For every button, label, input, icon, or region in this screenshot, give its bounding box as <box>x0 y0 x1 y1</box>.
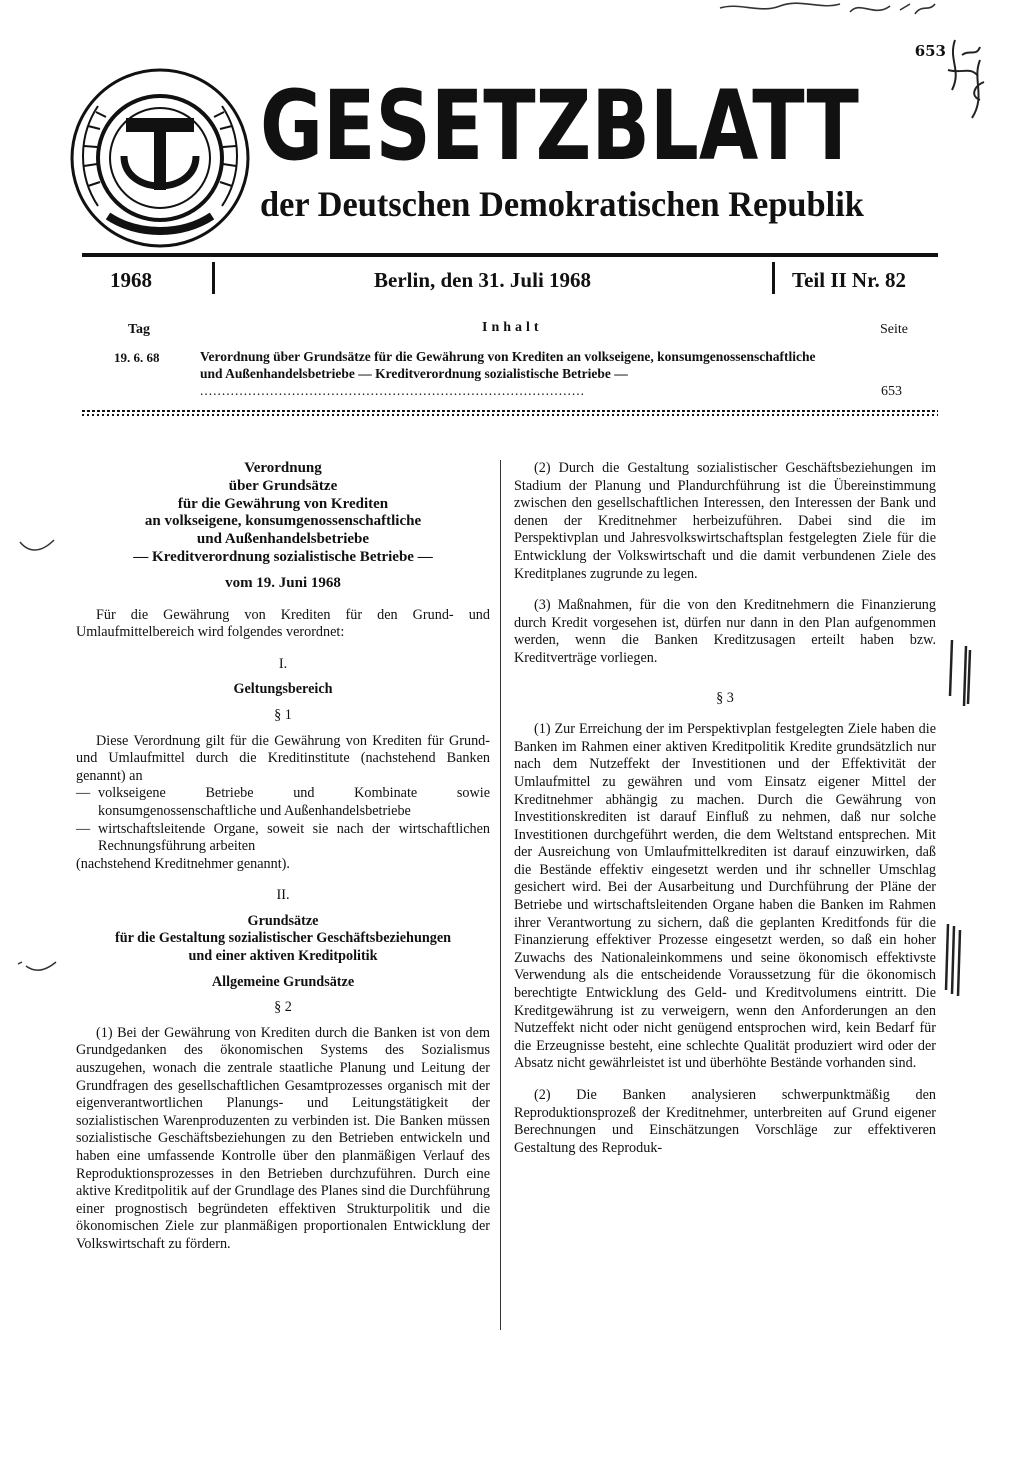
column-divider <box>500 460 501 1330</box>
header-separator <box>212 262 215 294</box>
list-item-text: wirtschaftsleitende Organe, soweit sie nach der wirtschaftlichen Rechnungsführung arbeiten <box>98 820 490 855</box>
section-title-line: Grundsätze <box>247 912 319 929</box>
list-item-text: volkseigene Betriebe und Kombinate sowie konsumgenossenschaftliche und Außenhandelsbetriebe <box>98 785 490 819</box>
masthead-title: GESETZBLATT <box>260 70 859 182</box>
section-number: I. <box>278 655 288 672</box>
list-closing: (nachstehend Kreditnehmer genannt). <box>76 855 290 872</box>
margin-check-mark <box>18 534 58 558</box>
list-dash: — <box>76 785 91 802</box>
paragraph-text: (3) Maßnahmen, für die von den Kreditnehmern die Finanzierung durch Kredit vorgesehen ist, dürfen nur dann in den Plan aufgenommen werden, wenn die Banken Kreditzusagen erteilt haben bzw. Kreditverträge vorliegen. <box>514 597 936 666</box>
right-column <box>514 460 936 1157</box>
paragraph-number: § 3 <box>716 689 734 706</box>
toc-entry <box>82 342 938 404</box>
list-dash: — <box>76 820 91 837</box>
paragraph-text: (2) Die Banken analysieren schwerpunktmäßig den Reproduktionsprozeß der Kreditnehmer, unterbreiten auf Grund eigener Berechnungen und Einschätzungen Vorschläge zur effektiveren Gestaltung des Reproduk- <box>514 1087 936 1156</box>
list-item <box>76 785 490 820</box>
subsection-title: Allgemeine Grundsätze <box>211 973 355 990</box>
section-title-line: für die Gestaltung sozialistischer Geschäftsbeziehungen <box>114 930 452 947</box>
section-number: II. <box>276 887 290 904</box>
toc-entry-title: Verordnung über Grundsätze für die Gewährung von Krediten an volkseigene, konsumgenossenschaftliche und Außenhandelsbetriebe — Kreditverordnung sozialistische Betriebe — <box>200 349 816 381</box>
decree-title-line: für die Gewährung von Krediten <box>177 495 389 512</box>
issue-year: 1968 <box>110 268 152 292</box>
margin-line-mark <box>940 920 970 1000</box>
decree-title-line: an volkseigene, konsumgenossenschaftliche <box>144 513 422 530</box>
paragraph-text: (2) Durch die Gestaltung sozialistischer Geschäftsbeziehungen im Stadium der Planung und Plandurchführung ist die Übereinstimmung zwischen den gesellschaftlichen Interessen, den Interessen der Bank und denen der Kreditnehmer herbeizuführen. Dabei sind die im Perspektivplan und Jahresvolkswirtschaftsplan festgelegten Ziele für die Entwicklung der Volkswirtschaft und die damit verbundenen Ziele des Kreditplanes zugrunde zu legen. <box>514 460 936 582</box>
paragraph-number: § 2 <box>274 999 292 1016</box>
state-emblem-icon <box>68 66 252 250</box>
header-separator <box>772 262 775 294</box>
left-column <box>76 460 490 1254</box>
list-item <box>76 821 490 856</box>
paragraph-text: (1) Zur Erreichung der im Perspektivplan festgelegten Ziele haben die Banken im Rahmen einer aktiven Kreditpolitik Kredite grundsätzlich nur nach dem Nutzeffekt der Investitionen und der Effektivität der Umlaufmittel zu gewähren und vom Einsatz eigener Mittel der Kreditnehmer abhängig zu machen. Durch die Gewährung von Investitionskrediten ist darauf Einfluß zu nehmen, daß nur solche Investitionen durchgeführt werden, die dem Weltstand entsprechen. Mit der Ausreichung von Umlaufmittelkrediten ist darauf einzuwirken, daß die Bestände effektiv eingesetzt werden und ihr schneller Umschlag gesichert wird. Bei der Ausarbeitung und Durchführung der Pläne der Betriebe und wirtschaftsleitenden Organe haben die Banken im Rahmen ihrer Verantwortung zu sichern, daß die geplanten Kreditfonds für die Finanzierung effektiver Prozesse eingesetzt werden, so daß ein hoher Zuwachs des Nationaleinkommens und seine ökonomisch effektivste Verwendung als die entscheidende Voraussetzung für die ökonomisch berechtigte Entwicklung des Geld- und Kreditvolumens eintritt. Die Kreditgewährung ist zu verweigern, wenn den Anforderungen an den Nutzeffekt nicht oder nicht genügend entsprochen wird, kein Bedarf für die Erzeugnisse besteht, eine schlechte Qualität produziert wird oder der Absatz nicht gewährleistet ist und überhöhte Bestände vorhanden sind. <box>514 721 936 1072</box>
decree-title-line: — Kreditverordnung sozialistische Betriebe — <box>133 548 433 565</box>
decree-intro: Für die Gewährung von Krediten für den Grund- und Umlaufmittelbereich wird folgendes verordnet: <box>76 606 490 641</box>
page-number: 653 <box>914 42 946 60</box>
masthead-subtitle: der Deutschen Demokratischen Republik <box>260 184 864 224</box>
toc-col-seite: Seite <box>880 322 908 337</box>
toc-entry-dots: ........................................................................................ <box>200 383 585 398</box>
decree-date: vom 19. Juni 1968 <box>225 574 341 591</box>
section-title: Geltungsbereich <box>233 681 333 698</box>
toc-header <box>82 318 938 342</box>
toc-entry-date: 19. 6. 68 <box>114 350 160 365</box>
issue-header <box>82 262 938 302</box>
margin-line-mark <box>944 636 980 716</box>
section-title-line: und einer aktiven Kreditpolitik <box>188 948 378 965</box>
issue-part-number: Teil II Nr. 82 <box>792 268 906 292</box>
paragraph-text: (1) Bei der Gewährung von Krediten durch die Banken ist von dem Grundgedanken des ökonomischen Systems des Sozialismus auszugehen, wonach die zentrale staatliche Planung und Leitung der Grundfragen des gesellschaftlichen Gesamtprozesses organisch mit der eigenverantwortlichen Planungs- und Leitungstätigkeit der sozialistischen Warenproduzenten zu verbinden ist. Die Banken müssen sozialistische Geschäftsbeziehungen zu den Betrieben entwickeln und haben eine umfassende Kontrolle über den planmäßigen Verlauf des Reproduktionsprozesses in den Betrieben durchzuführen. Durch eine aktive Kreditpolitik auf der Grundlage des Planes sind die Durchführung einer prognostisch begründeten effektiven Strukturpolitik und die ökonomischen Ziele zur planmäßigen proportionalen Entwicklung der Volkswirtschaft zu fördern. <box>76 1024 490 1252</box>
table-of-contents <box>82 318 938 404</box>
toc-entry-text <box>200 348 840 399</box>
toc-col-inhalt: Inhalt <box>482 320 543 335</box>
header-top-rule <box>82 253 938 257</box>
toc-entry-page: 653 <box>881 384 902 399</box>
decorative-separator <box>82 408 938 418</box>
issue-place-date: Berlin, den 31. Juli 1968 <box>374 268 592 292</box>
decree-title-line: über Grundsätze <box>228 477 338 494</box>
decree-title-line: und Außenhandelsbetriebe <box>196 531 370 548</box>
masthead <box>260 66 950 224</box>
decree-title-line: Verordnung <box>244 460 322 476</box>
toc-col-tag: Tag <box>128 322 151 337</box>
paragraph-number: § 1 <box>274 706 292 723</box>
paragraph-text: Diese Verordnung gilt für die Gewährung von Krediten für Grund- und Umlaufmittel durch die Kreditinstitute (nachstehend Banken genannt) an <box>76 732 490 784</box>
margin-check-mark <box>16 954 60 978</box>
